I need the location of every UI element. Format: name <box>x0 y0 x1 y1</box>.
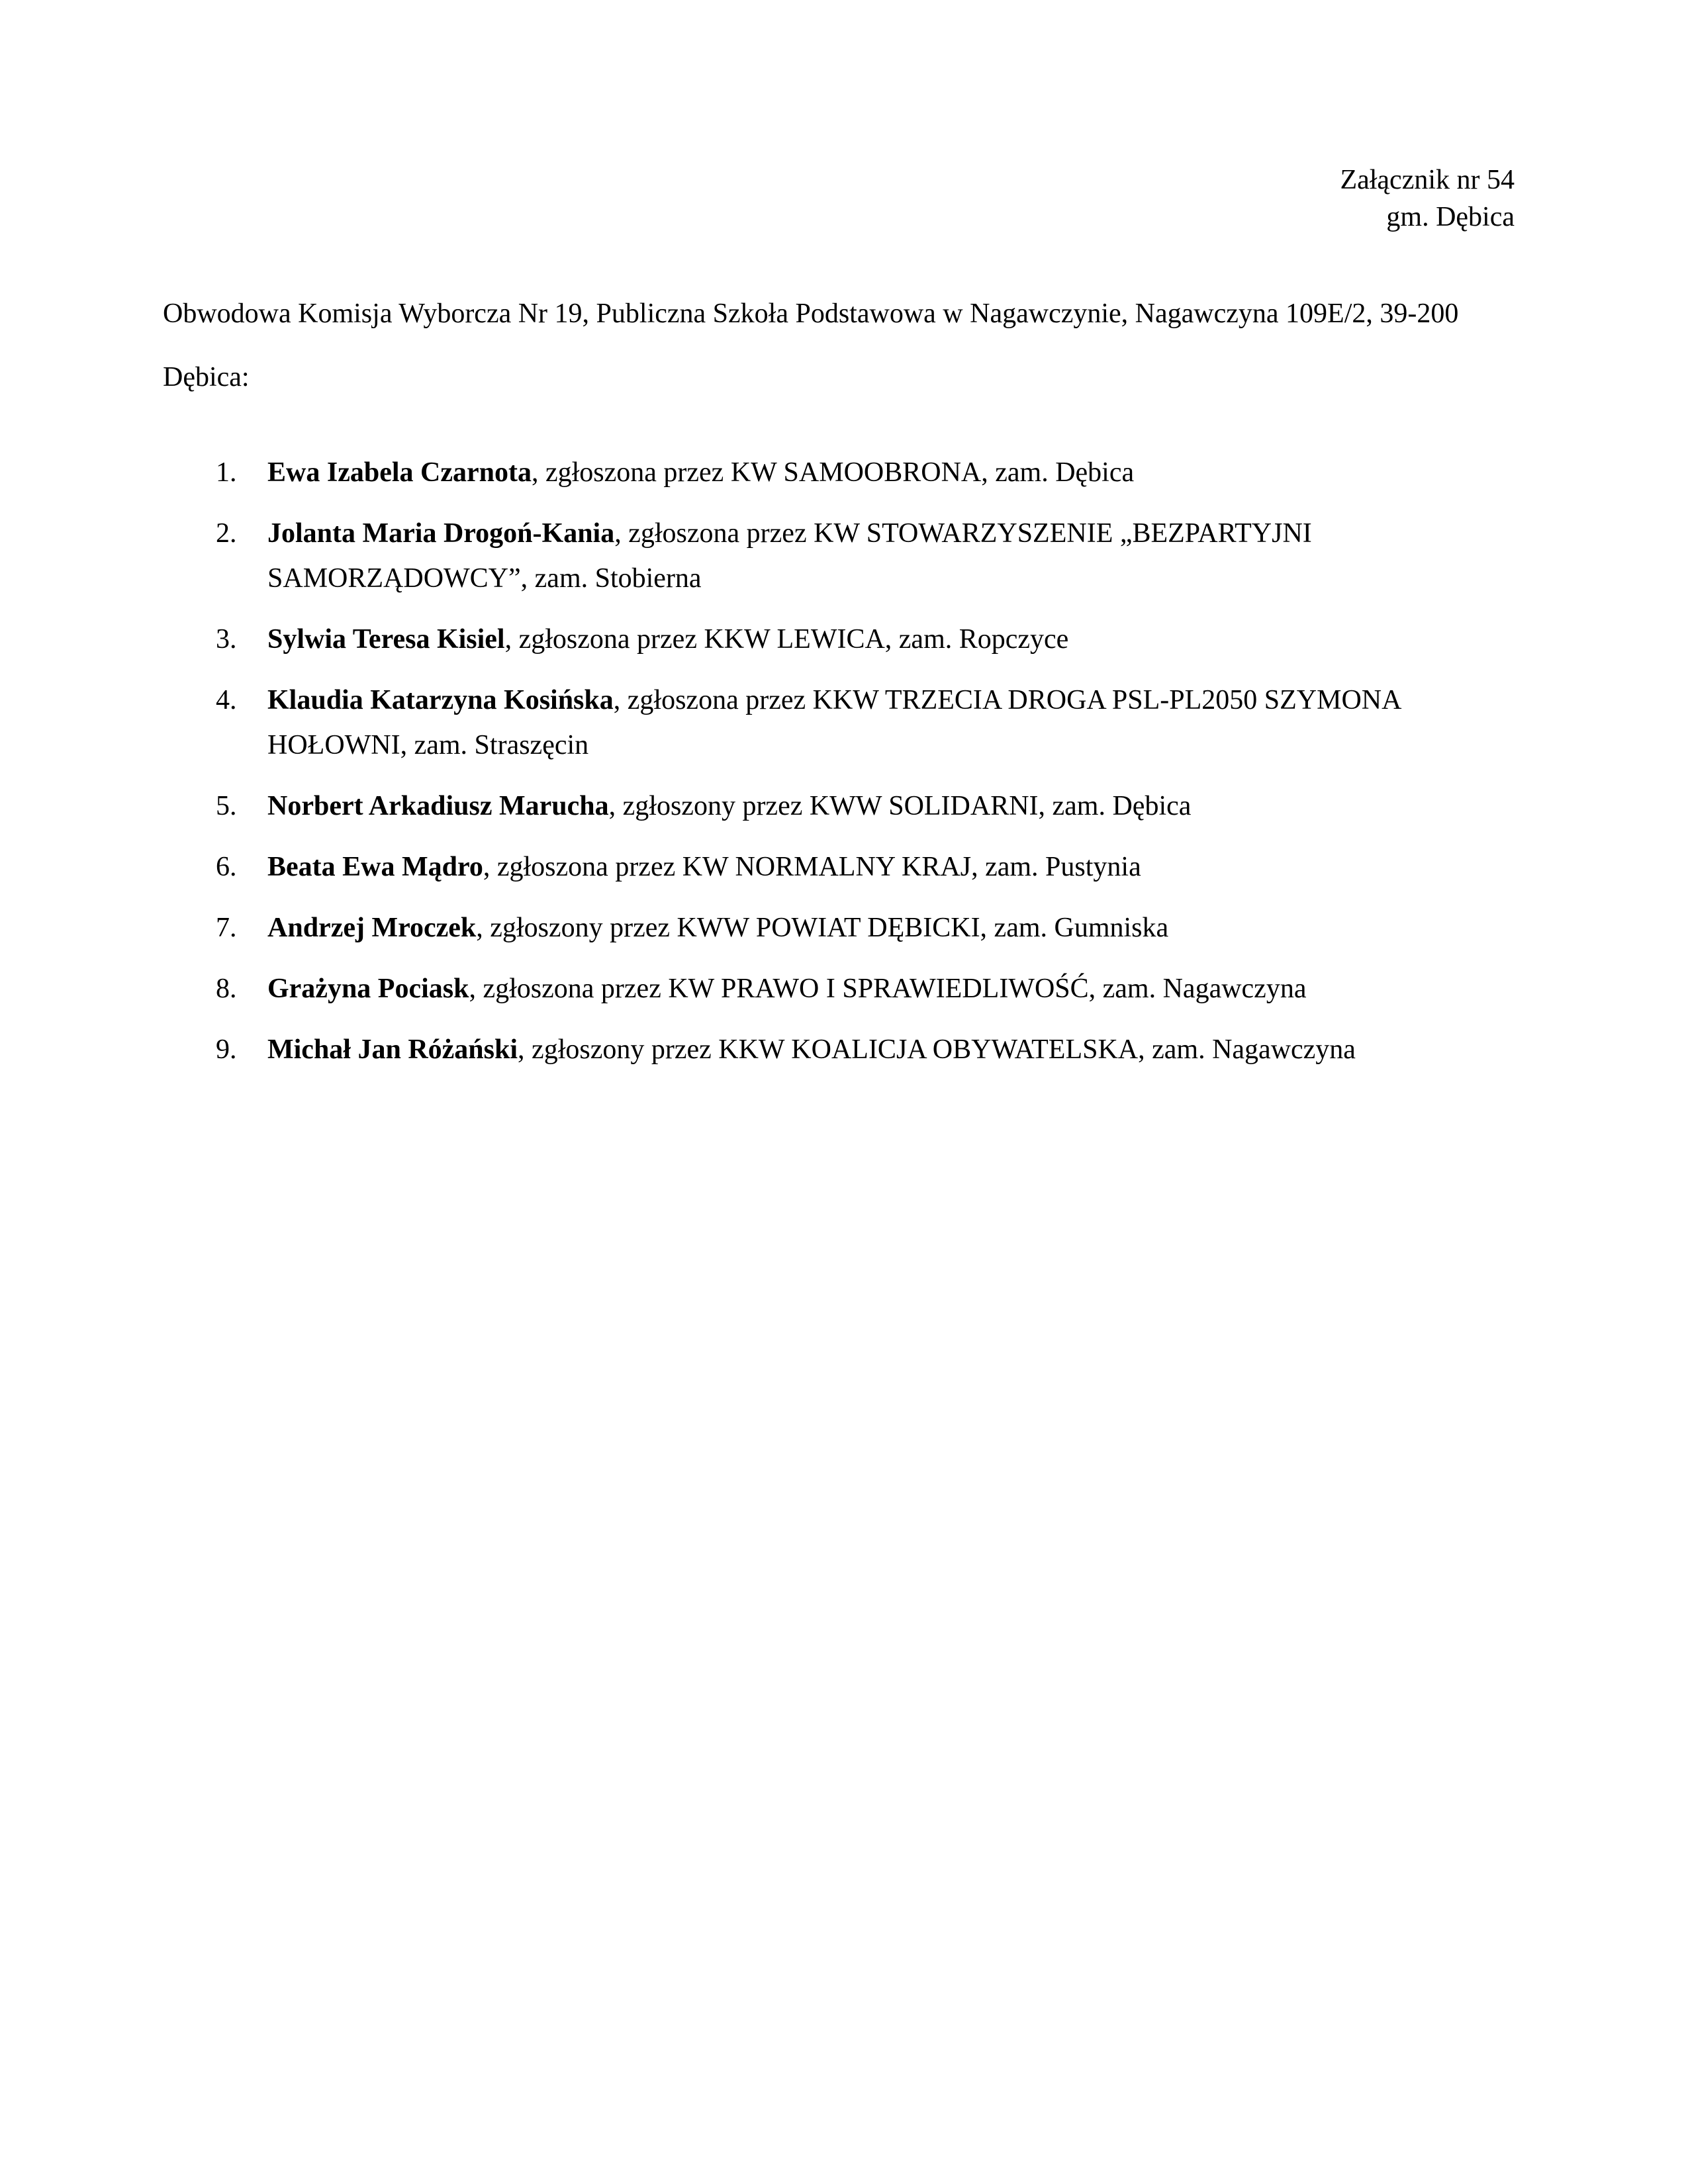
list-item <box>163 678 1520 768</box>
list-item <box>163 1027 1520 1072</box>
member-details: , zgłoszony przez KWW POWIAT DĘBICKI, zam. Gumniska <box>476 913 1169 943</box>
member-details: , zgłoszona przez KW PRAWO I SPRAWIEDLIWOŚĆ, zam. Nagawczyna <box>469 974 1307 1004</box>
member-name: Sylwia Teresa Kisiel <box>267 624 505 655</box>
member-name: Grażyna Pociask <box>267 974 469 1004</box>
annex-header <box>1340 161 1515 236</box>
member-name: Jolanta Maria Drogoń-Kania <box>267 518 615 549</box>
member-details: , zgłoszona przez KW SAMOOBRONA, zam. Dębica <box>531 457 1135 488</box>
item-number: 6. <box>216 852 237 882</box>
member-name: Andrzej Mroczek <box>267 913 477 943</box>
list-item <box>163 450 1520 495</box>
member-details: , zgłoszona przez KW STOWARZYSZENIE „BEZPARTYJNI SAMORZĄDOWCY”, zam. Stobierna <box>267 518 1312 594</box>
member-name: Klaudia Katarzyna Kosińska <box>267 685 614 715</box>
item-number: 2. <box>216 518 237 549</box>
item-number: 4. <box>216 685 237 715</box>
list-item <box>163 511 1520 601</box>
list-item <box>163 966 1520 1011</box>
member-name: Beata Ewa Mądro <box>267 852 483 882</box>
member-details: , zgłoszona przez KKW TRZECIA DROGA PSL-PL2050 SZYMONA HOŁOWNI, zam. Straszęcin <box>267 685 1401 760</box>
member-details: , zgłoszona przez KW NORMALNY KRAJ, zam. Pustynia <box>483 852 1141 882</box>
commission-heading: Obwodowa Komisja Wyborcza Nr 19, Publiczna Szkoła Podstawowa w Nagawczynie, Nagawczyna 109E/2, 39-200 Dębica: <box>163 298 1459 392</box>
list-item <box>163 617 1520 662</box>
annex-number: Załącznik nr 54 <box>1340 165 1515 195</box>
member-details: , zgłoszona przez KKW LEWICA, zam. Ropczyce <box>504 624 1069 655</box>
item-number: 1. <box>216 457 237 488</box>
item-number: 9. <box>216 1034 237 1065</box>
list-item <box>163 905 1520 950</box>
annex-municipality: gm. Dębica <box>1386 202 1515 232</box>
member-name: Norbert Arkadiusz Marucha <box>267 791 609 821</box>
item-number: 8. <box>216 974 237 1004</box>
item-number: 5. <box>216 791 237 821</box>
member-name: Ewa Izabela Czarnota <box>267 457 532 488</box>
list-item <box>163 784 1520 829</box>
list-item <box>163 844 1520 889</box>
item-number: 7. <box>216 913 237 943</box>
item-number: 3. <box>216 624 237 655</box>
member-details: , zgłoszony przez KWW SOLIDARNI, zam. Dębica <box>608 791 1192 821</box>
member-list <box>163 450 1520 1088</box>
member-name: Michał Jan Różański <box>267 1034 518 1065</box>
member-details: , zgłoszony przez KKW KOALICJA OBYWATELSKA, zam. Nagawczyna <box>518 1034 1356 1065</box>
